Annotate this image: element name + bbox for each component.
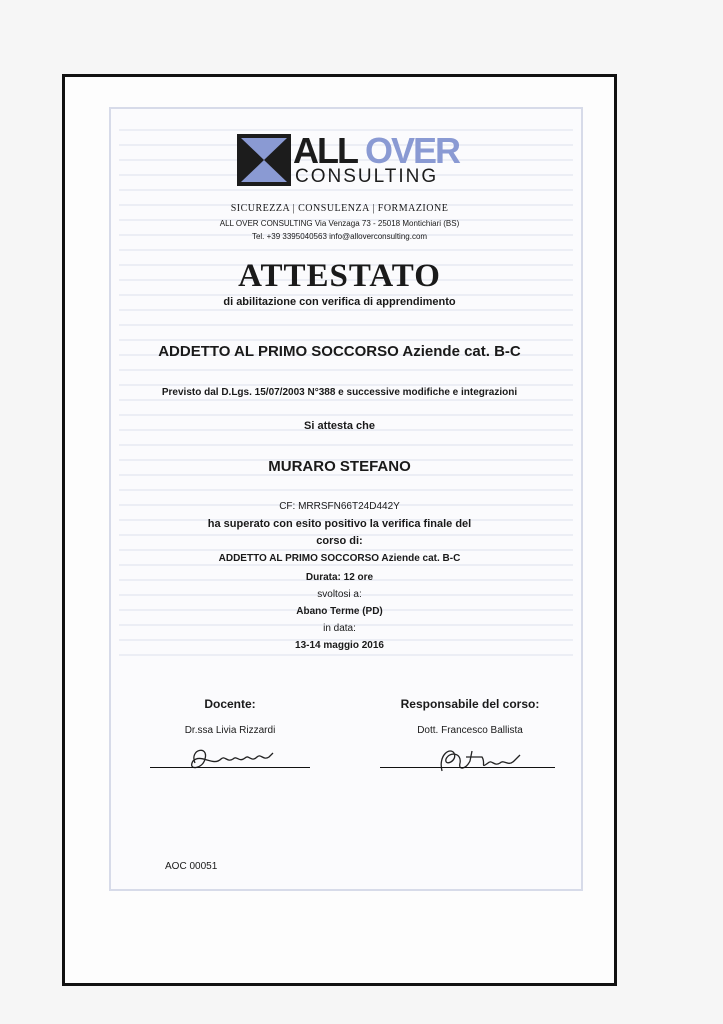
certificate-title: ATTESTATO — [238, 258, 441, 294]
company-address: ALL OVER CONSULTING Via Venzaga 73 - 25018 Montichiari (BS) — [219, 219, 460, 228]
course-duration: Durata: 12 ore — [305, 572, 374, 583]
teacher-signature-line — [150, 767, 310, 768]
fiscal-code: CF: MRRSFN66T24D442Y — [279, 501, 400, 512]
held-at-label: svoltosi a: — [317, 589, 362, 600]
teacher-label: Docente: — [204, 697, 256, 711]
logo-brand-consulting: CONSULTING — [295, 166, 439, 187]
manager-signature — [410, 741, 540, 781]
course-heading: ADDETTO AL PRIMO SOCCORSO Aziende cat. B-C — [158, 343, 521, 360]
attest-intro: Si attesta che — [304, 420, 375, 432]
company-tagline: SICUREZZA | CONSULENZA | FORMAZIONE — [230, 203, 449, 214]
law-reference: Previsto dal D.Lgs. 15/07/2003 N°388 e successive modifiche e integrazioni — [161, 387, 518, 398]
manager-signature-line — [380, 767, 555, 768]
manager-label: Responsabile del corso: — [400, 697, 540, 711]
certificate-code: AOC 00051 — [165, 861, 218, 872]
teacher-signature — [165, 741, 295, 775]
logo-brand-all: ALL — [293, 130, 357, 171]
course-name: ADDETTO AL PRIMO SOCCORSO Aziende cat. B-C — [218, 553, 461, 564]
hourglass-logo-icon — [237, 134, 291, 186]
teacher-name: Dr.ssa Livia Rizzardi — [184, 725, 276, 736]
certificate-frame — [62, 74, 617, 986]
course-location: Abano Terme (PD) — [296, 606, 383, 617]
certificate-subtitle: di abilitazione con verifica di apprendimento — [223, 296, 456, 308]
manager-name: Dott. Francesco Ballista — [417, 725, 523, 736]
person-name: MURARO STEFANO — [268, 458, 411, 475]
company-logo — [237, 130, 460, 192]
course-of-label: corso di: — [316, 535, 363, 547]
logo-brand-over: OVER — [365, 130, 460, 171]
date-label: in data: — [323, 623, 356, 634]
passed-text: ha superato con esito positivo la verifica finale del — [207, 518, 472, 530]
course-date: 13-14 maggio 2016 — [295, 640, 384, 651]
company-contact: Tel. +39 3395040563 info@alloverconsulting.com — [251, 232, 428, 241]
